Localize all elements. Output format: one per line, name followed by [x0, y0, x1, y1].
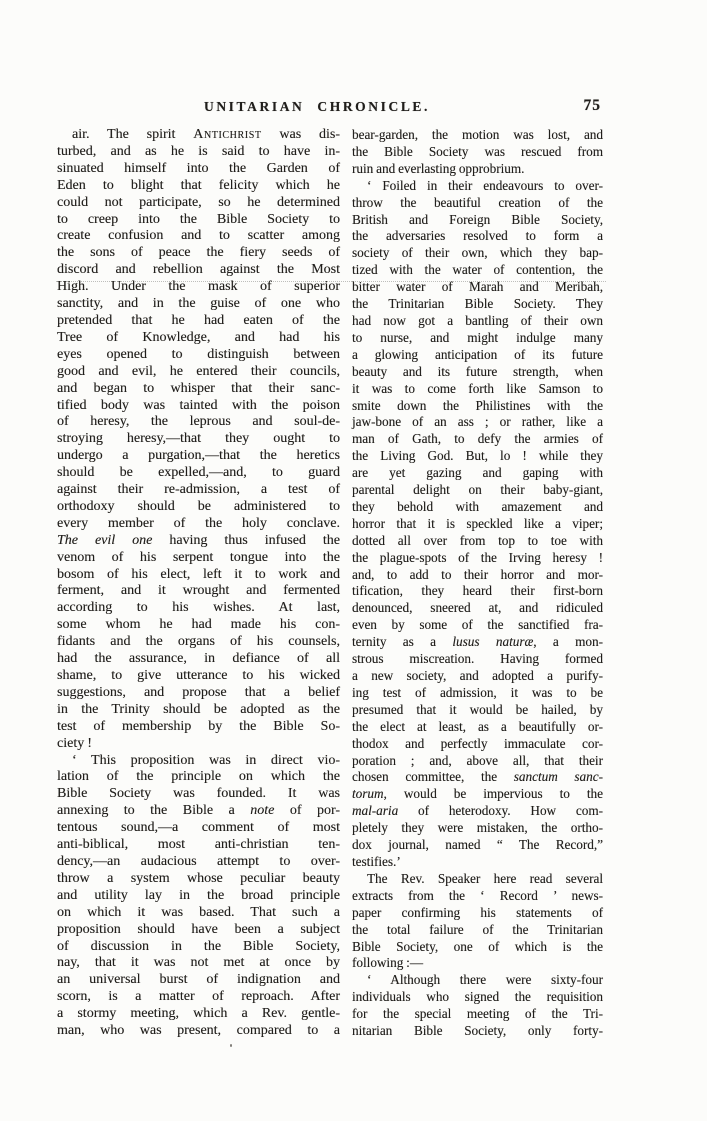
text-line: individuals who signed the requisition	[352, 989, 603, 1005]
text-line: mal-aria of heterodoxy. How com-	[352, 803, 603, 819]
text-line: presumed that it would be hailed, by	[352, 701, 603, 717]
text-line: paper confirming his statements of	[352, 904, 603, 920]
text-line: eyes opened to distinguish between	[57, 346, 340, 362]
ink-speck	[230, 1044, 232, 1047]
text-line: beauty and its future strength, when	[352, 363, 603, 379]
text-line: man, who was present, compared to a	[57, 1023, 340, 1039]
text-line: according to his wishes. At last,	[57, 600, 340, 616]
text-line: a glowing anticipation of its future	[352, 346, 603, 362]
text-line: following :—	[352, 955, 424, 971]
text-line: undergo a purgation,—that the heretics	[57, 448, 340, 464]
text-line: for the special meeting of the Tri-	[352, 1006, 603, 1022]
text-line: scorn, is a matter of reproach. After	[57, 989, 340, 1005]
text-line: smite down the Philistines with the	[352, 397, 603, 413]
text-line: a stormy meeting, which a Rev. gentle-	[57, 1006, 340, 1022]
text-line: dox journal, named “ The Record,”	[352, 837, 603, 853]
text-line: the Trinitarian Bible Society. They	[352, 296, 603, 312]
text-line: turbed, and as he is said to have in-	[57, 143, 340, 159]
text-line: ciety !	[57, 735, 92, 751]
text-line: fidants and the organs of his counsels,	[57, 634, 340, 650]
text-line: the adversaries resolved to form a	[352, 228, 603, 244]
text-line: parental delight on their baby-giant,	[352, 482, 603, 498]
text-line: the plague-spots of the Irving heresy !	[352, 549, 603, 565]
text-line: horror that it is speckled like a viper;	[352, 515, 603, 531]
text-line: sinuated himself into the Garden of	[57, 160, 340, 176]
text-line: society of their own, which they bap-	[352, 245, 603, 261]
text-line: throw a system whose peculiar beauty	[57, 870, 340, 886]
text-line: anti-biblical, most anti-christian ten-	[57, 837, 340, 853]
text-line: Tree of Knowledge, and had his	[57, 329, 340, 345]
text-line: the elect at least, as a beautifully or-	[352, 718, 603, 734]
text-line: tentous sound,—a comment of most	[57, 820, 340, 836]
text-line: in the Trinity should be adopted as the	[57, 701, 340, 717]
text-line: ‘ Although there were sixty-four	[367, 972, 603, 988]
text-line: a new society, and adopted a purify-	[352, 668, 603, 683]
text-line: denounced, sneered at, and ridiculed	[352, 600, 603, 616]
text-line: should be expelled,—and, to guard	[57, 465, 340, 481]
text-line: pletely they were mistaken, the ortho-	[352, 820, 603, 836]
text-line: stroying heresy,—that they ought to	[57, 431, 340, 447]
text-line: chosen committee, the sanctum sanc-	[352, 769, 603, 785]
text-line: had now got a bantling of their own	[352, 312, 603, 328]
text-line: create confusion and to scatter among	[57, 228, 340, 244]
text-line: The evil one having thus infused the	[57, 532, 340, 548]
page-header	[57, 99, 603, 119]
text-line: and, to add to their horror and mor-	[352, 566, 603, 582]
text-line: British and Foreign Bible Society,	[352, 211, 603, 227]
text-line: they behold with amazement and	[352, 498, 603, 514]
text-line: torum, would be impervious to the	[352, 786, 603, 802]
text-line: man of Gath, to defy the armies of	[352, 431, 603, 447]
text-line: dency,—an audacious attempt to over-	[57, 853, 340, 869]
text-line: ferment, and it wrought and fermented	[57, 583, 340, 599]
text-line: annexing to the Bible a note of por-	[57, 803, 340, 819]
text-line: Bible Society, one of which is the	[352, 938, 603, 954]
text-line: thodox and perfectly immaculate cor-	[352, 735, 603, 751]
text-line: nitarian Bible Society, only forty-	[352, 1023, 603, 1039]
text-line: on which it was based. That such a	[57, 904, 340, 920]
text-line: are yet gazing and gaping with	[352, 465, 603, 481]
text-line: tified body was tainted with the poison	[57, 397, 340, 413]
text-line: the Living God. But, lo ! while they	[352, 448, 603, 464]
text-line: tification, they heard their first-born	[352, 583, 603, 599]
text-line: some whom he had made his con-	[57, 617, 340, 633]
text-line: nay, that it was not met at once by	[57, 955, 340, 971]
left-column	[57, 127, 340, 1040]
text-line: bosom of his elect, left it to work and	[57, 566, 340, 582]
text-line: tized with the water of contention, the	[352, 262, 603, 278]
text-line: had the assurance, in defiance of all	[57, 651, 340, 667]
text-line: every member of the holy conclave.	[57, 515, 340, 531]
text-line: the total failure of the Trinitarian	[352, 921, 603, 937]
right-column	[352, 127, 603, 1040]
text-line: the Bible Society was rescued from	[352, 143, 603, 159]
text-line: sanctity, and in the guise of one who	[57, 296, 340, 312]
text-line: shame, to give utterance to his wicked	[57, 668, 340, 683]
text-line: High. Under the mask of superior	[57, 279, 340, 295]
text-line: venom of his serpent tongue into the	[57, 549, 340, 565]
text-line: good and evil, he entered their councils,	[57, 363, 340, 379]
text-line: throw the beautiful creation of the	[352, 194, 603, 210]
text-line: bitter water of Marah and Meribah,	[352, 279, 603, 295]
text-line: air. The spirit Antichrist was dis-	[72, 127, 340, 142]
text-line: ternity as a lusus naturæ, a mon-	[352, 634, 603, 650]
text-line: even by some of the sanctified fra-	[352, 617, 603, 633]
text-line: testifies.’	[352, 853, 401, 869]
text-line: orthodoxy should be administered to	[57, 498, 340, 514]
text-line: discord and rebellion against the Most	[57, 262, 340, 278]
text-columns	[57, 127, 603, 1040]
text-line: and began to whisper that their sanc-	[57, 380, 340, 396]
text-line: ruin and everlasting opprobrium.	[352, 160, 525, 176]
text-line: pretended that he had eaten of the	[57, 312, 340, 328]
text-line: lation of the principle on which the	[57, 769, 340, 785]
text-line: to creep into the Bible Society to	[57, 211, 340, 227]
text-line: poration ; and, above all, that their	[352, 752, 603, 768]
text-line: test of membership by the Bible So-	[57, 718, 340, 734]
text-line: the sons of peace the fiery seeds of	[57, 245, 340, 261]
text-line: against their re-admission, a test of	[57, 482, 340, 498]
text-line: to nurse, and might indulge many	[352, 329, 603, 345]
text-line: The Rev. Speaker here read several	[367, 870, 603, 886]
running-title: UNITARIAN CHRONICLE.	[203, 99, 431, 114]
text-line: strous miscreation. Having formed	[352, 651, 603, 667]
text-line: bear-garden, the motion was lost, and	[352, 127, 603, 142]
text-line: an universal burst of indignation and	[57, 972, 340, 988]
text-line: ing test of admission, it was to be	[352, 684, 603, 700]
text-line: of discussion in the Bible Society,	[57, 938, 340, 954]
page-number: 75	[583, 97, 601, 114]
text-line: dotted all over from top to toe with	[352, 532, 603, 548]
text-line: Bible Society was founded. It was	[57, 786, 340, 802]
text-line: ‘ Foiled in their endeavours to over-	[367, 177, 603, 193]
text-line: Eden to blight that felicity which he	[57, 177, 340, 193]
text-line: suggestions, and propose that a belief	[57, 684, 340, 700]
text-line: ‘ This proposition was in direct vio-	[72, 752, 340, 768]
text-line: could not participate, so he determined	[57, 194, 340, 210]
text-line: extracts from the ‘ Record ’ news-	[352, 887, 603, 903]
text-line: proposition should have been a subject	[57, 921, 340, 937]
text-line: jaw-bone of an ass ; or rather, like a	[352, 414, 603, 430]
text-line: of heresy, the leprous and soul-de-	[57, 414, 340, 430]
text-line: it was to come forth like Samson to	[352, 380, 603, 396]
text-line: and utility lay in the broad principle	[57, 887, 340, 903]
